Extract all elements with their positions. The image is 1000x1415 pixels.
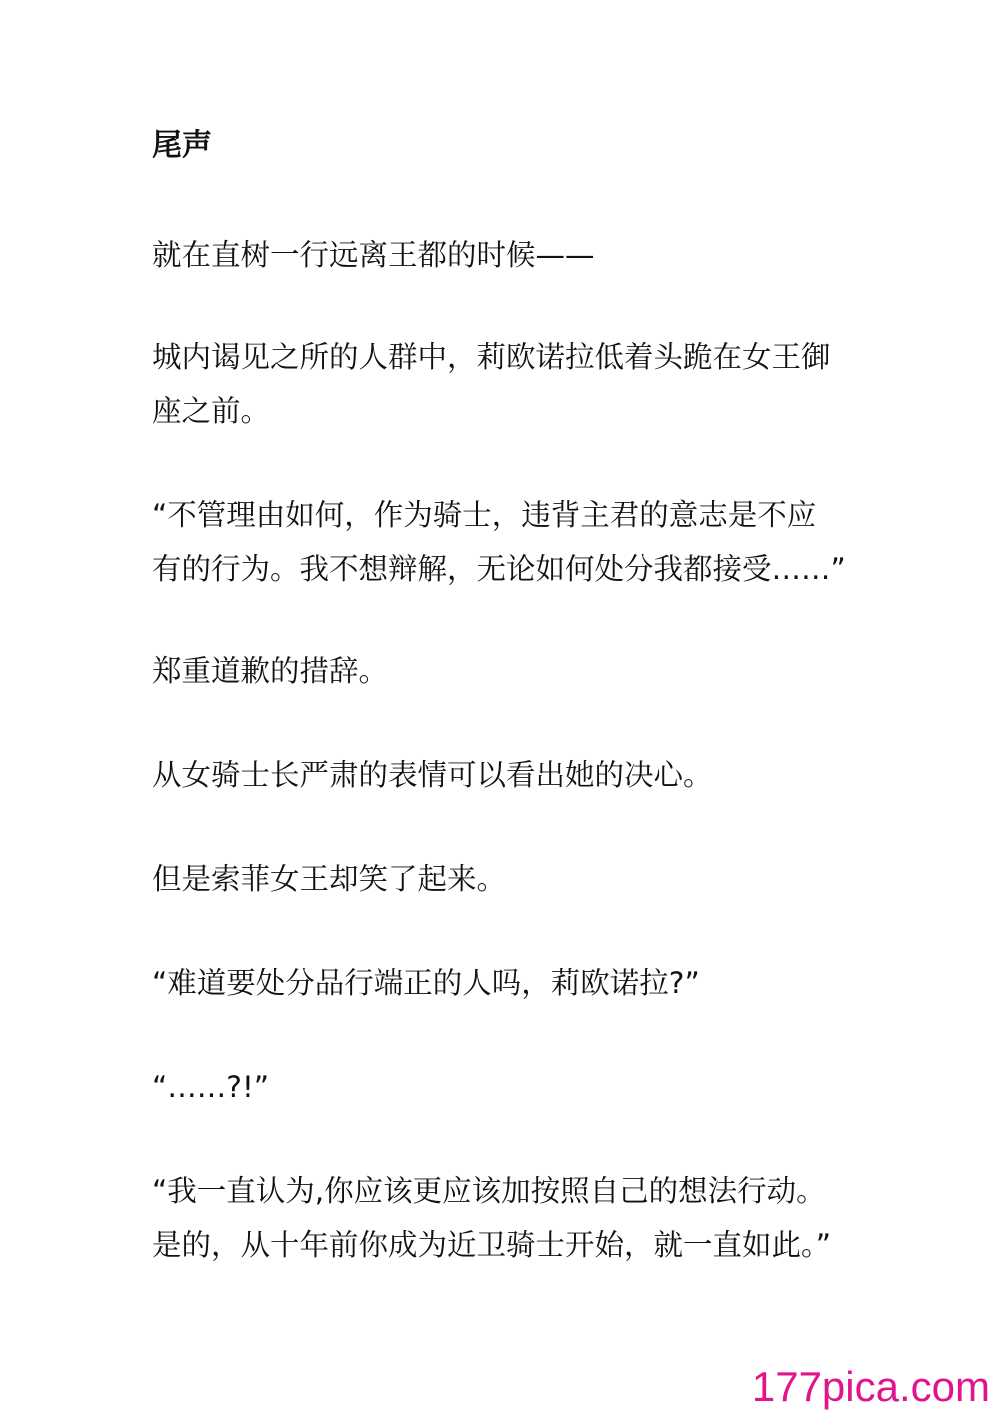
paragraph-line: 郑重道歉的措辞。: [152, 654, 389, 688]
paragraph-4: [152, 644, 858, 698]
paragraph-line: 座之前。: [152, 394, 271, 428]
paragraph-line: “不管理由如何，作为骑士，违背主君的意志是不应: [152, 498, 817, 532]
paragraph-3: [152, 488, 858, 596]
paragraph-7: [152, 956, 858, 1010]
chapter-title: 尾声: [152, 128, 212, 163]
paragraph-line: 城内谒见之所的人群中，莉欧诺拉低着头跪在女王御: [152, 340, 831, 374]
paragraph-2: [152, 330, 858, 438]
paragraph-5: [152, 748, 858, 802]
paragraph-1: [152, 228, 858, 282]
paragraph-8: [152, 1060, 858, 1114]
paragraph-line: “我一直认为,你应该更应该加按照自己的想法行动。: [152, 1174, 826, 1208]
site-watermark: 177pica.com: [751, 1363, 990, 1410]
paragraph-6: [152, 852, 858, 906]
paragraph-9: [152, 1164, 858, 1272]
paragraph-line: 但是索菲女王却笑了起来。: [152, 862, 507, 896]
paragraph-line: 有的行为。我不想辩解，无论如何处分我都接受……”: [152, 552, 846, 586]
paragraph-line: 是的，从十年前你成为近卫骑士开始，就一直如此。”: [152, 1228, 832, 1262]
paragraph-line: 从女骑士长严肃的表情可以看出她的决心。: [152, 758, 713, 792]
paragraph-line: 就在直树一行远离王都的时候——: [152, 238, 595, 272]
paragraph-line: “难道要处分品行端正的人吗，莉欧诺拉?”: [152, 966, 700, 1000]
paragraph-line: “……?!”: [152, 1070, 270, 1104]
